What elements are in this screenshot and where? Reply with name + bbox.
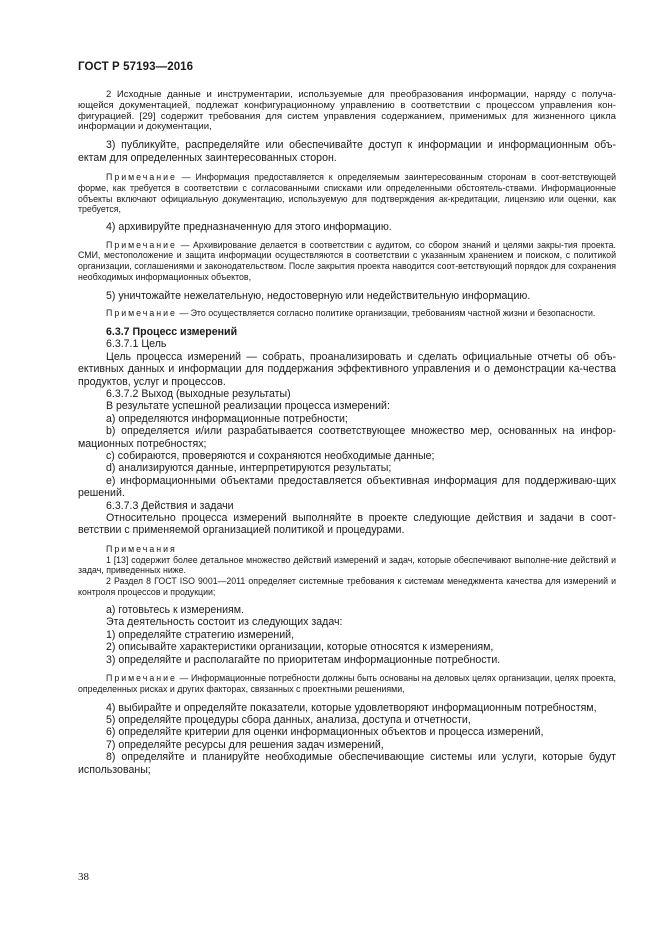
- paragraph-text: — Информация предоставляется к определяемым заинтересованным сторонам в соот-ветствующей форме, как требуется в соответствии с согласованными списками или определенными обстоятель-ствами. Информационные объекты включают официальную документацию, используемую для подтверждения ак-кредитации, лицензию или оценки, как требуется,: [78, 172, 616, 215]
- page-body: [78, 90, 616, 776]
- body-paragraph: [78, 351, 616, 388]
- paragraph-text: 3) публикуйте, распределяйте или обеспечивайте доступ к информации и информационным объ-ектам для определенных заинтересованных сторон.: [78, 139, 616, 164]
- body-paragraph: [78, 641, 616, 653]
- body-paragraph: [78, 388, 616, 400]
- paragraph-text: 4) архивируйте предназначенную для этого информацию.: [106, 221, 392, 234]
- body-paragraph: [78, 400, 616, 412]
- paragraph-text: 2) описывайте характеристики организации, которые относятся к измерениям,: [106, 641, 494, 654]
- paragraph-text: Относительно процесса измерений выполняйте в проекте следующие действия и задачи в соот-ветствии с применяемой организацией политикой и процедурами.: [78, 512, 616, 537]
- body-paragraph: [78, 221, 616, 233]
- paragraph-text: a) определяются информационные потребности;: [106, 412, 348, 425]
- paragraph-text: Цель процесса измерений — собрать, проанализировать и сделать официальные отчеты об объ-ективных данных и информации для поддержания эффективного управления и о демонстрации ка-чества продуктов, услуг и процессов.: [78, 350, 616, 388]
- note-paragraph: [78, 544, 616, 555]
- body-paragraph: [78, 714, 616, 726]
- paragraph-text: 3) определяйте и располагайте по приоритетам информационные потребности.: [106, 653, 501, 666]
- body-paragraph: [78, 512, 616, 537]
- body-paragraph: [78, 751, 616, 776]
- note-paragraph: [78, 240, 616, 283]
- body-paragraph: [78, 629, 616, 641]
- body-paragraph: [78, 616, 616, 628]
- body-paragraph: [78, 139, 616, 164]
- paragraph-text: 8) определяйте и планируйте необходимые обеспечивающие системы или услуги, которые будут использованы;: [78, 751, 616, 776]
- paragraph-text: b) определяется и/или разрабатывается соответствующее множество мер, основанных на инфор-мационных потребностях;: [78, 425, 616, 450]
- body-paragraph: [78, 739, 616, 751]
- body-paragraph: [78, 326, 616, 338]
- page-header-standard-title: ГОСТ Р 57193—2016: [78, 61, 194, 73]
- paragraph-text: 6.3.7.3 Действия и задачи: [106, 499, 234, 512]
- paragraph-text: 6.3.7.1 Цель: [106, 338, 167, 351]
- paragraph-text: 1) определяйте стратегию измерений,: [106, 628, 295, 641]
- body-paragraph: [78, 425, 616, 450]
- paragraph-text: c) собираются, проверяются и сохраняются необходимые данные;: [106, 450, 435, 463]
- body-paragraph: [78, 702, 616, 714]
- paragraph-text: 2 Раздел 8 ГОСТ ISO 9001—2011 определяет системные требования к системам менеджмента качества для измерений и контроля процессов и продукции;: [78, 576, 616, 598]
- note-paragraph: [78, 308, 616, 319]
- body-paragraph: [78, 90, 616, 133]
- page-number: 38: [78, 871, 89, 883]
- note-paragraph: [78, 673, 616, 695]
- paragraph-text: a) готовьтесь к измерениям.: [106, 603, 245, 616]
- paragraph-text: 5) уничтожайте нежелательную, недостоверную или недействительную информацию.: [106, 289, 531, 302]
- paragraph-text: 6) определяйте критерии для оценки информационных объектов и процесса измерений,: [106, 726, 544, 739]
- note-paragraph: [78, 172, 616, 215]
- paragraph-text: 4) выбирайте и определяйте показатели, которые удовлетворяют информационным потребностям,: [106, 701, 597, 714]
- paragraph-text: 1 [13] содержит более детальное множество действий измерений и задач, которые обеспечивают выполне-ние действий и задач, приведенных ниже.: [78, 554, 616, 576]
- body-paragraph: [78, 450, 616, 462]
- paragraph-text: Эта деятельность состоит из следующих задач:: [106, 616, 343, 629]
- paragraph-text: В результате успешной реализации процесса измерений:: [106, 400, 390, 413]
- body-paragraph: [78, 555, 616, 577]
- note-label: Примечание: [106, 308, 177, 319]
- paragraph-text: 6.3.7.2 Выход (выходные результаты): [106, 388, 291, 401]
- body-paragraph: [78, 726, 616, 738]
- paragraph-text: 7) определяйте ресурсы для решения задач измерений,: [106, 738, 384, 751]
- body-paragraph: [78, 500, 616, 512]
- body-paragraph: [78, 462, 616, 474]
- body-paragraph: [78, 604, 616, 616]
- body-paragraph: [78, 475, 616, 500]
- body-paragraph: [78, 576, 616, 598]
- note-label: Примечания: [106, 543, 177, 554]
- note-label: Примечание: [106, 239, 177, 250]
- body-paragraph: [78, 338, 616, 350]
- paragraph-text: — Это осуществляется согласно политике организации, требованиям частной жизни и безопасности.: [176, 308, 596, 319]
- paragraph-text: d) анализируются данные, интерпретируются результаты;: [106, 462, 392, 475]
- body-paragraph: [78, 290, 616, 302]
- paragraph-text: 6.3.7 Процесс измерений: [106, 325, 238, 338]
- paragraph-text: — Архивирование делается в соответствии с аудитом, со сбором знаний и целями закры-тия проекта. СМИ, местоположение и защита информации осуществляются в соответствии с указанным хранением и поиском, с политикой организации, соглашениями и законодательством. После закрытия проекта наводится соот-ветствующий порядок для сохранения необходимых информационных объектов,: [78, 239, 616, 282]
- body-paragraph: [78, 413, 616, 425]
- paragraph-text: — Информационные потребности должны быть основаны на деловых целях организации, целях проекта, определенных рисках и других факторах, связанных с проектными решениями,: [78, 672, 616, 694]
- body-paragraph: [78, 654, 616, 666]
- paragraph-text: 2 Исходные данные и инструментарии, используемые для преобразования информации, наряду с получа-ющейся документацией, подлежат конфигурационному управлению в соответствии с процессом управления кон-фигурацией. [29] содержит требования для систем управления содержанием, применимых для жизненного цикла информации и документации,: [78, 89, 616, 133]
- note-label: Примечание: [106, 172, 177, 182]
- note-label: Примечание: [106, 672, 177, 683]
- paragraph-text: 5) определяйте процедуры сбора данных, анализа, доступа и отчетности,: [106, 713, 471, 726]
- paragraph-text: e) информационными объектами предоставляется объективная информация для поддерживаю-щих решений.: [78, 474, 616, 500]
